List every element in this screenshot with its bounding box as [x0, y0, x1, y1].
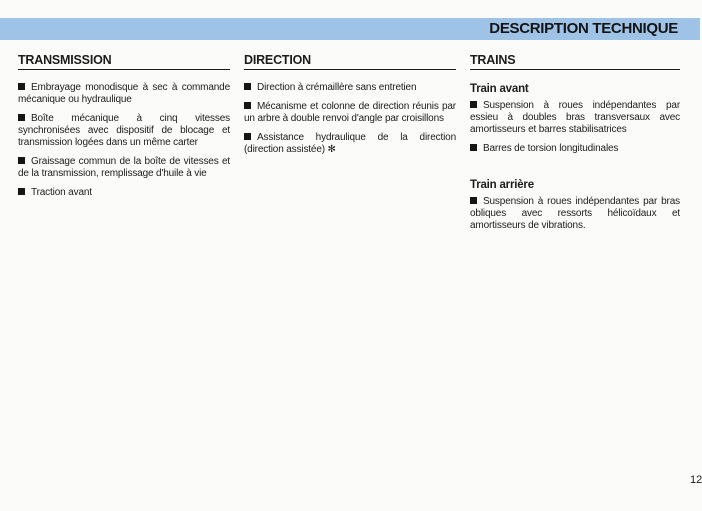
- list-item: [18, 187, 230, 199]
- list-item-text: Direction à crémaillère sans entretien: [257, 82, 417, 93]
- list-item-text: Suspension à roues indépendantes par bras obliques avec ressorts hélicoïdaux et amortisseurs de vibrations.: [470, 196, 680, 231]
- list-item: [470, 100, 680, 136]
- square-bullet-icon: [470, 101, 477, 108]
- list-item: [244, 132, 456, 156]
- transmission-heading: TRANSMISSION: [18, 52, 230, 70]
- direction-section: [244, 52, 456, 163]
- list-item: [470, 196, 680, 232]
- list-item-text: Suspension à roues indépendantes par essieu à doubles bras transversaux avec amortisseurs et barres stabilisatrices: [470, 100, 680, 135]
- list-item: [18, 113, 230, 149]
- train-arriere-heading: Train arrière: [470, 179, 534, 191]
- direction-heading: DIRECTION: [244, 52, 456, 70]
- square-bullet-icon: [244, 102, 251, 109]
- list-item-text: Mécanisme et colonne de direction réunis par un arbre à double renvoi d'angle par croisillons: [244, 101, 456, 124]
- square-bullet-icon: [18, 83, 25, 90]
- list-item-text: Assistance hydraulique de la direction (direction assistée) ✻: [244, 132, 456, 155]
- transmission-list: [18, 82, 230, 199]
- square-bullet-icon: [18, 188, 25, 195]
- square-bullet-icon: [244, 133, 251, 140]
- list-item: [18, 82, 230, 106]
- train-avant-list: [470, 100, 680, 155]
- square-bullet-icon: [470, 144, 477, 151]
- square-bullet-icon: [18, 114, 25, 121]
- direction-list: [244, 82, 456, 156]
- square-bullet-icon: [470, 197, 477, 204]
- list-item-text: Graissage commun de la boîte de vitesses et de la transmission, remplissage d'huile à vie: [18, 156, 230, 179]
- list-item-text: Embrayage monodisque à sec à commande mécanique ou hydraulique: [18, 82, 230, 105]
- list-item: [244, 82, 456, 94]
- list-item-text: Boîte mécanique à cinq vitesses synchronisées avec dispositif de blocage et transmission logées dans un même carter: [18, 113, 230, 148]
- square-bullet-icon: [244, 83, 251, 90]
- page-title: DESCRIPTION TECHNIQUE: [489, 20, 678, 37]
- list-item-text: Traction avant: [31, 187, 92, 198]
- train-avant-heading: Train avant: [470, 83, 529, 95]
- transmission-section: [18, 52, 230, 206]
- trains-section: [470, 52, 680, 239]
- list-item: [18, 156, 230, 180]
- list-item: [470, 143, 680, 155]
- square-bullet-icon: [18, 157, 25, 164]
- list-item-text: Barres de torsion longitudinales: [483, 143, 619, 154]
- train-arriere-list: [470, 196, 680, 232]
- page-number: 12: [690, 474, 702, 486]
- trains-heading: TRAINS: [470, 52, 680, 70]
- list-item: [244, 101, 456, 125]
